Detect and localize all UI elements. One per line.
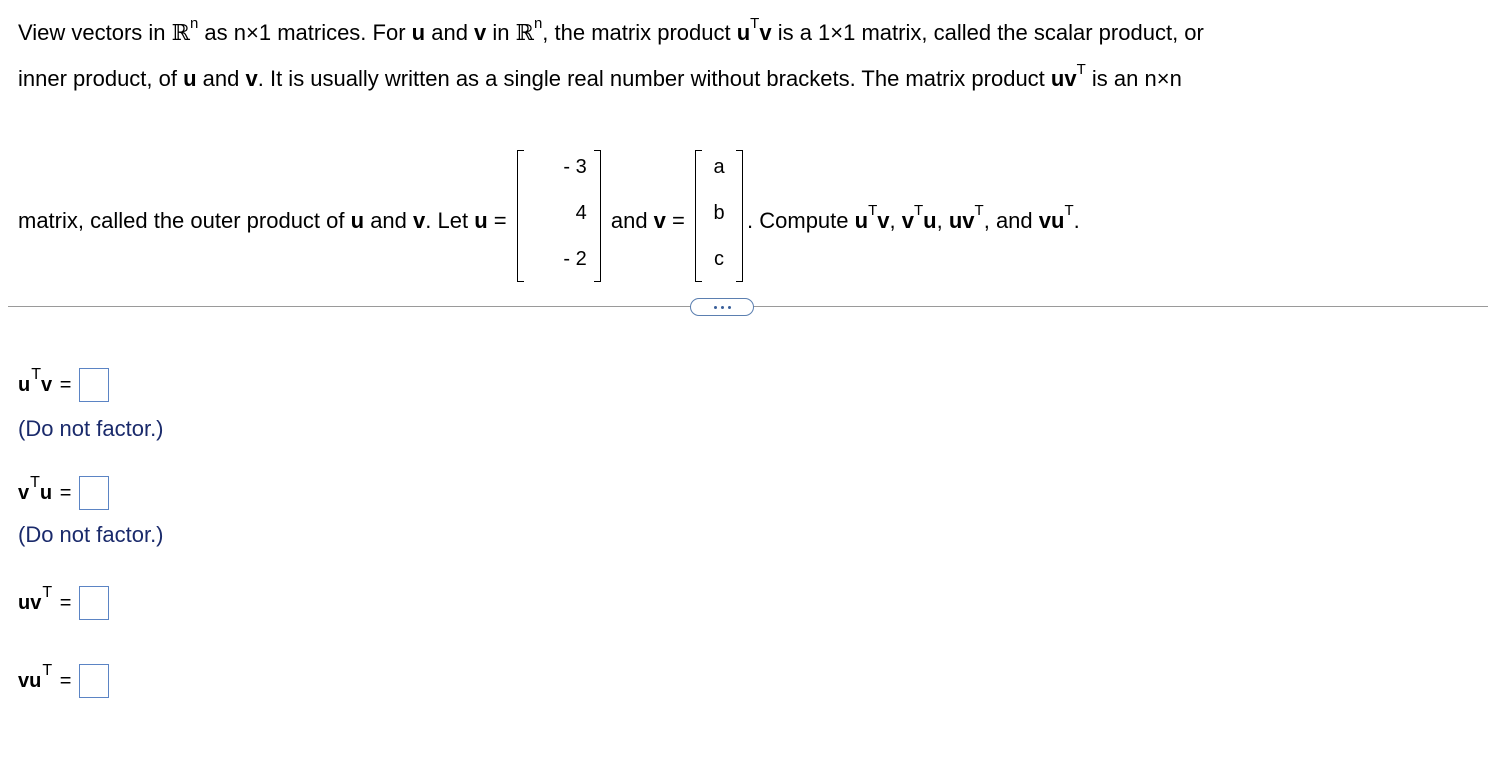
hint-text-2: (Do not factor.) (18, 522, 164, 547)
ellipsis-icon[interactable] (690, 298, 754, 316)
problem-line-1: View vectors in ℝ$^n$ as n×1 matrices. For u and v in ℝ$^n$, the matrix product $u^Tv$ is a 1×1 matrix, called the scalar product, or (18, 14, 1204, 46)
problem-line-3: matrix, called the outer product of u and v. Let u = - 3 4 - 2 and v = a b c . Compute $u^Tv$, $v^Tu$, $uv^T$, and $vu^T$. (18, 156, 1080, 288)
answer-uvt: $uv^T$ = (18, 586, 109, 620)
answer-vtu: $v^Tu$ = (18, 476, 109, 510)
v-entry-2: b (713, 202, 725, 224)
u-entry-2: 4 (575, 202, 587, 224)
u-entry-3: - 2 (563, 248, 587, 270)
u-vector-matrix (517, 150, 601, 282)
problem-line-2: inner product, of u and v. It is usually written as a single real number without brackets. The matrix product $uv^T$ is an n×n (18, 60, 1182, 91)
v-entry-1: a (713, 156, 725, 178)
u-entry-1: - 3 (563, 156, 587, 178)
hint-text-1: (Do not factor.) (18, 416, 164, 441)
real-numbers-symbol: ℝ (171, 21, 190, 46)
v-entry-3: c (714, 248, 725, 270)
utv-answer-input[interactable] (79, 368, 109, 402)
vut-answer-input[interactable] (79, 664, 109, 698)
uvt-answer-input[interactable] (79, 586, 109, 620)
vtu-answer-input[interactable] (79, 476, 109, 510)
answer-vut: $vu^T$ = (18, 664, 109, 698)
answer-utv: $u^Tv$ = (18, 368, 109, 402)
v-vector-matrix (695, 150, 743, 282)
